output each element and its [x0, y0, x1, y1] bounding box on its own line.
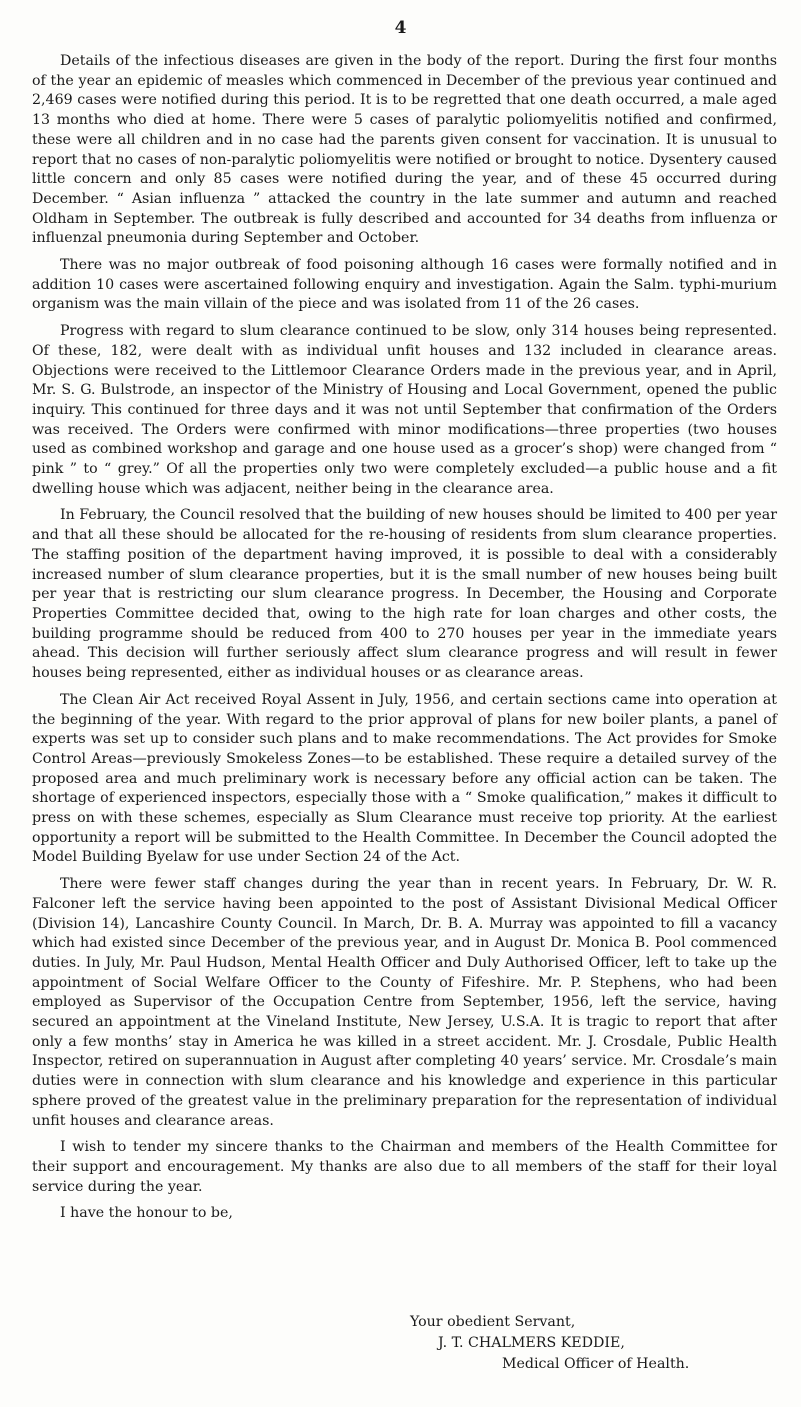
signatory-name: J. T. CHALMERS KEDDIE, [438, 1335, 625, 1351]
paragraph-food-poisoning: There was no major outbreak of food poisoning although 16 cases were formally notified and in addition 10 cases were ascertained following enquiry and investigation. Again the Salm. typhi-murium organism was the main villain of the piece and was isolated from 11 of the 26 cases. [32, 257, 777, 313]
page-number: 4 [394, 18, 407, 38]
closing-line: I have the honour to be, [60, 1205, 233, 1222]
signatory-title: Medical Officer of Health. [502, 1356, 690, 1372]
paragraph-clean-air-act: The Clean Air Act received Royal Assent in July, 1956, and certain sections came into operation at the beginning of the year. With regard to the prior approval of plans for new boiler plants, a panel of experts was set up to consider such plans and to make recommendations. The Act provides for Smoke Control Areas—previously Smokeless Zones—to be established. These require a detailed survey of the proposed area and much preliminary work is necessary before any official action can be taken. The shortage of experienced inspectors, especially those with a “ Smoke qualification,” makes it difficult to press on with these schemes, especially as Slum Clearance must receive top priority. At the earliest opportunity a report will be submitted to the Health Committee. In December the Council adopted the Model Building Byelaw for use under Section 24 of the Act. [32, 691, 777, 866]
paragraph-thanks: I wish to tender my sincere thanks to the Chairman and members of the Health Committee for their support and encouragement. My thanks are also due to all members of the staff for their loyal service during the year. [32, 1139, 777, 1195]
valediction: Your obedient Servant, [410, 1314, 576, 1330]
report-body [32, 52, 777, 1224]
paragraph-staff-changes: There were fewer staff changes during the year than in recent years. In February, Dr. W. R. Falconer left the service having been appointed to the post of Assistant Divisional Medical Officer (Division 14), Lancashire County Council. In March, Dr. B. A. Murray was appointed to fill a vacancy which had existed since December of the previous year, and in August Dr. Monica B. Pool commenced duties. In July, Mr. Paul Hudson, Mental Health Officer and Duly Authorised Officer, left to take up the appointment of Social Welfare Officer to the County of Fifeshire. Mr. P. Stephens, who had been employed as Supervisor of the Occupation Centre from September, 1956, left the service, having secured an appointment at the Vineland Institute, New Jersey, U.S.A. It is tragic to report that after only a few months’ stay in America he was killed in a street accident. Mr. J. Crosdale, Public Health Inspector, retired on superannuation in August after completing 40 years’ service. Mr. Crosdale’s main duties were in connection with slum clearance and his knowledge and experience in this particular sphere proved of the greatest value in the preliminary preparation for the representation of individual unfit houses and clearance areas. [32, 876, 777, 1129]
paragraph-infectious-diseases: Details of the infectious diseases are given in the body of the report. During the first four months of the year an epidemic of measles which commenced in December of the previous year continued and 2,469 cases were notified during this period. It is to be regretted that one death occurred, a male aged 13 months who died at home. There were 5 cases of paralytic poliomyelitis notified and confirmed, these were all children and in no case had the parents given consent for vaccination. It is unusual to report that no cases of non-paralytic poliomyelitis were notified or brought to notice. Dysentery caused little concern and only 85 cases were notified during the year, and of these 45 occurred during December. “ Asian influenza ” attacked the country in the late summer and autumn and reached Oldham in September. The outbreak is fully described and accounted for 34 deaths from influenza or influenzal pneumonia during September and October. [32, 53, 777, 247]
paragraph-new-houses: In February, the Council resolved that the building of new houses should be limited to 400 per year and that all these should be allocated for the re-housing of residents from slum clearance properties. The staffing position of the department having improved, it is possible to deal with a considerably increased number of slum clearance properties, but it is the small number of new houses being built per year that is restricting our slum clearance progress. In December, the Housing and Corporate Properties Committee decided that, owing to the high rate for loan charges and other costs, the building programme should be reduced from 400 to 270 houses per year in the immediate years ahead. This decision will further seriously affect slum clearance progress and will result in fewer houses being represented, either as individual houses or as clearance areas. [32, 507, 777, 682]
signature-block [380, 1312, 689, 1375]
paragraph-slum-clearance: Progress with regard to slum clearance continued to be slow, only 314 houses being represented. Of these, 182, were dealt with as individual unfit houses and 132 included in clearance areas. Objections were received to the Littlemoor Clearance Orders made in the previous year, and in April, Mr. S. G. Bulstrode, an inspector of the Ministry of Housing and Local Government, opened the public inquiry. This continued for three days and it was not until September that confirmation of the Orders was received. The Orders were confirmed with minor modifications—three properties (two houses used as combined workshop and garage and one house used as a grocer’s shop) were changed from “ pink ” to “ grey.” Of all the properties only two were completely excluded—a public house and a fit dwelling house which was adjacent, neither being in the clearance area. [32, 323, 777, 497]
